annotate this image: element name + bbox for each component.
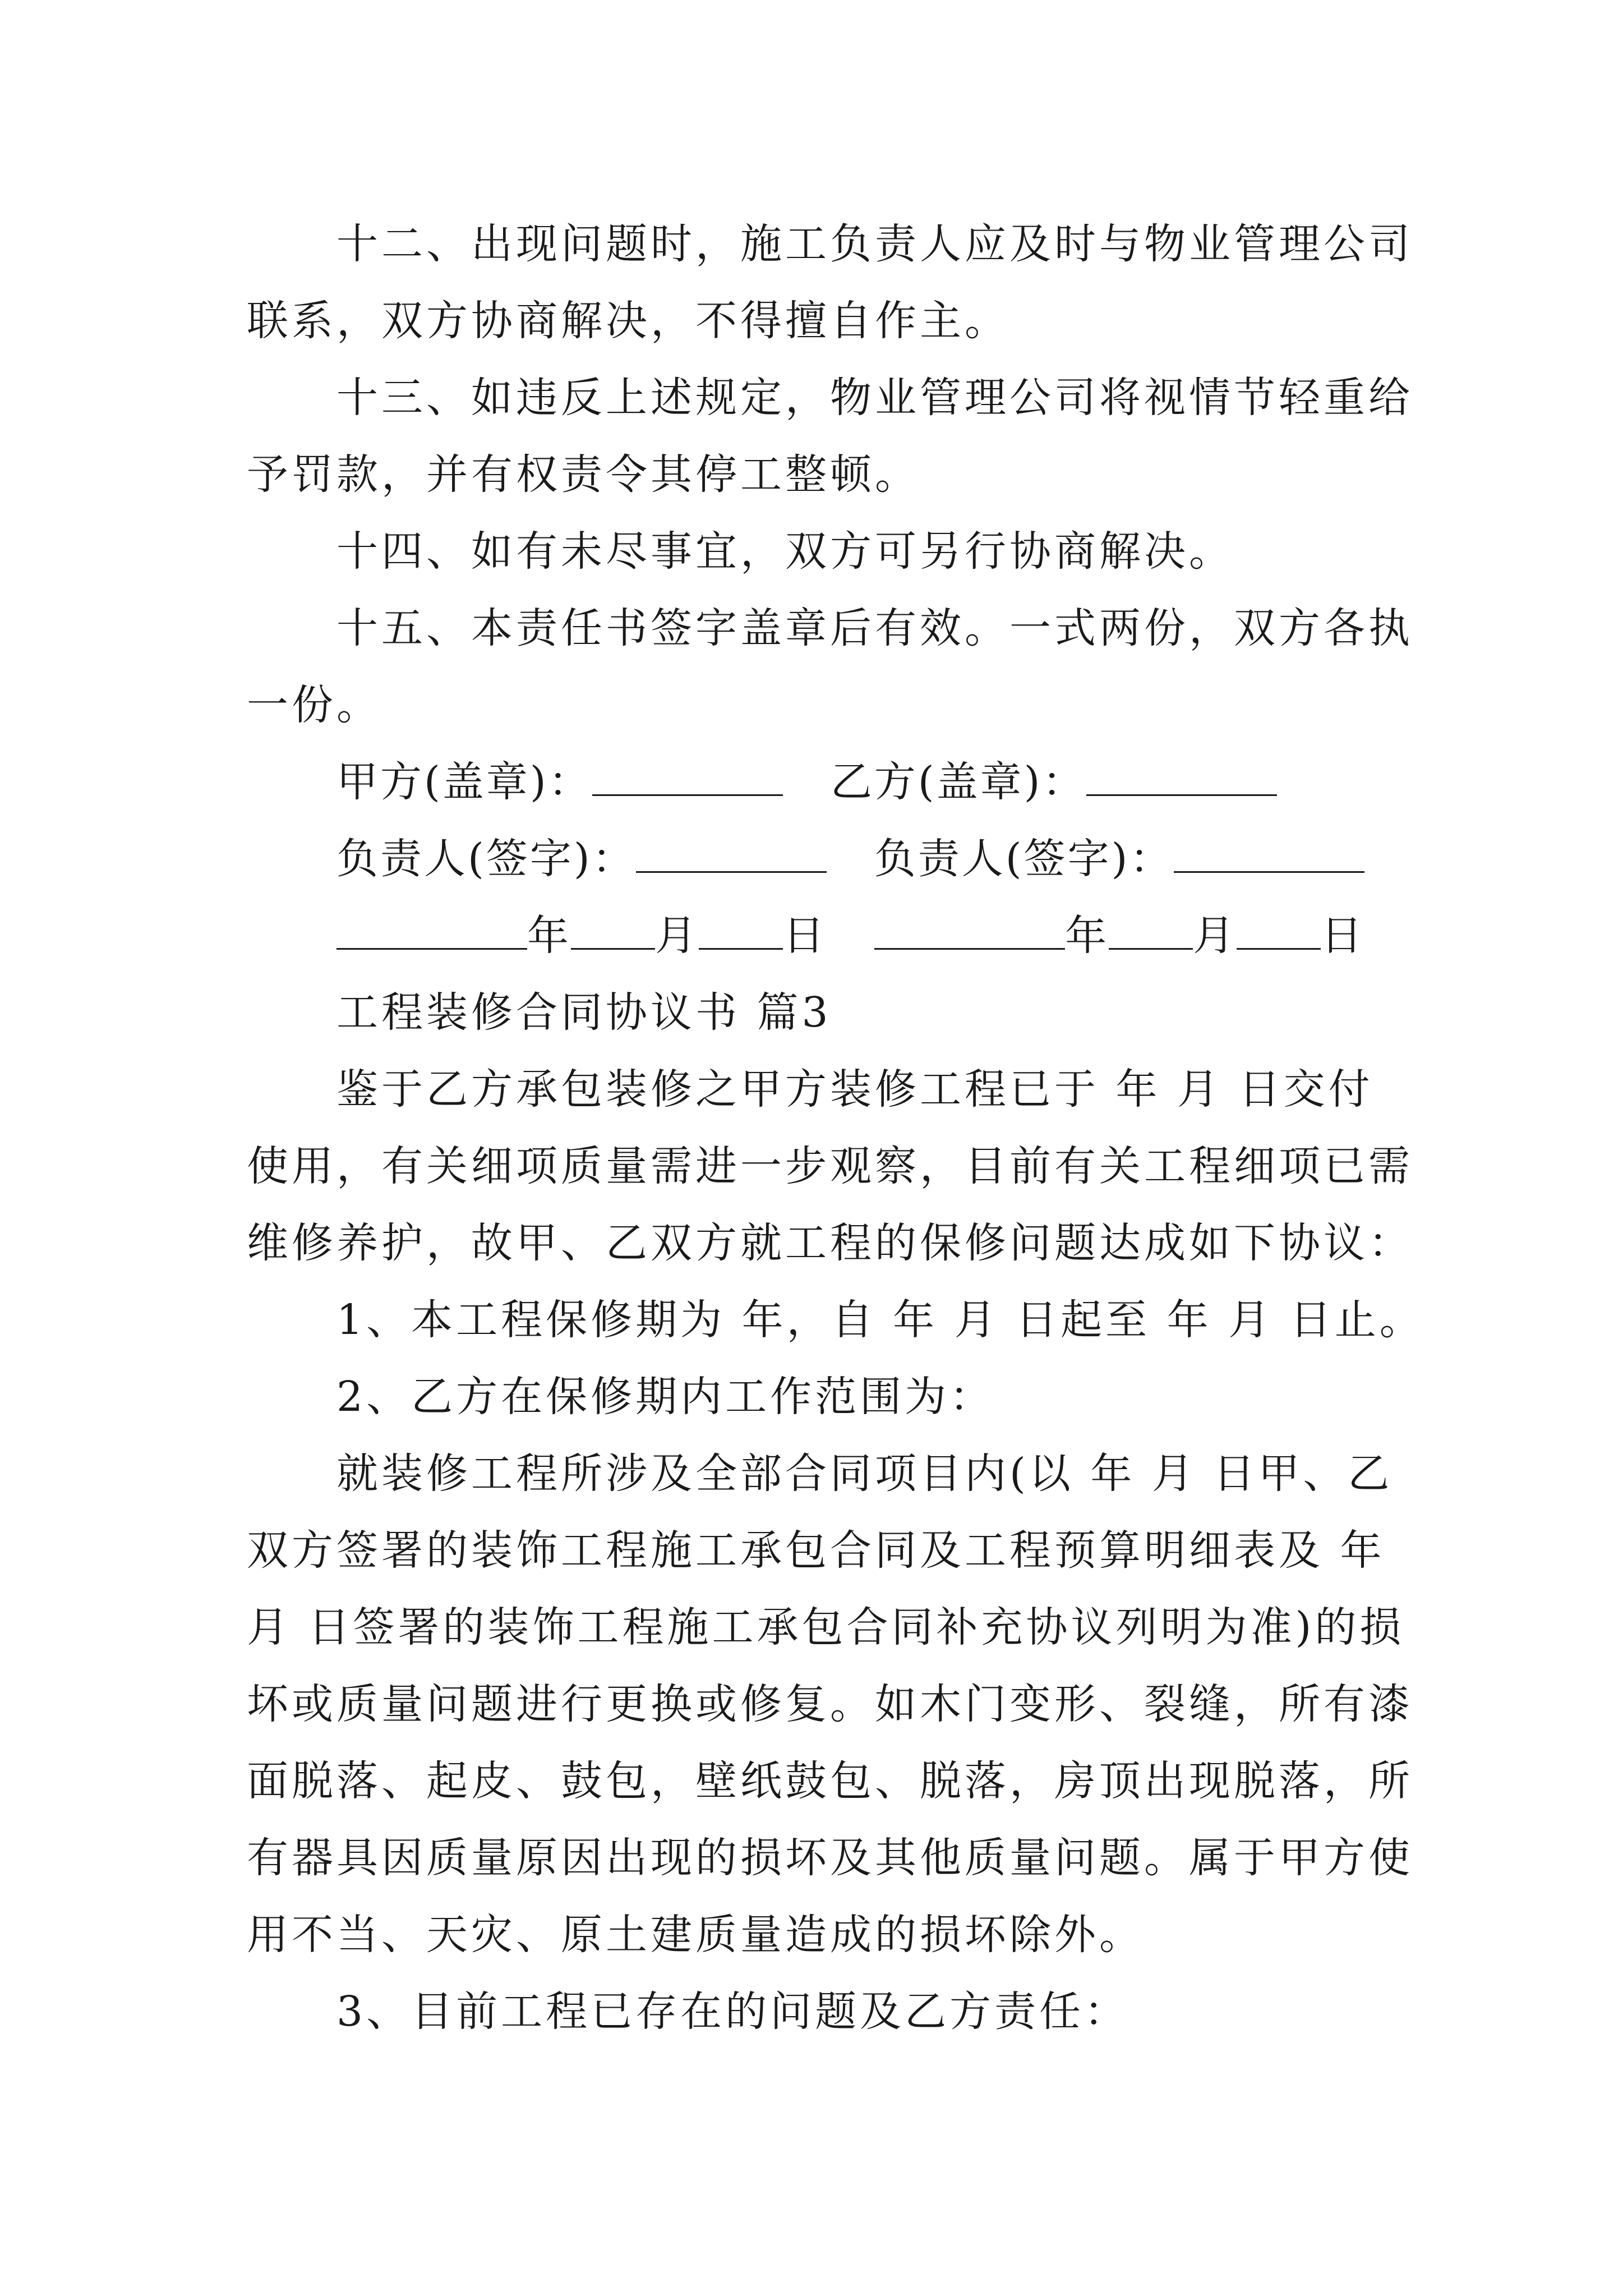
paragraph-line: 鉴于乙方承包装修之甲方装修工程已于 年 月 日交付 xyxy=(336,1065,1373,1114)
party-b-seal-label: 乙方(盖章)： xyxy=(830,758,1086,806)
day-label: 日 xyxy=(1321,912,1365,960)
person-a-sign-label: 负责人(签字)： xyxy=(336,835,636,883)
paragraph-line: 月 日签署的装饰工程施工承包合同补充协议列明为准)的损 xyxy=(247,1603,1405,1651)
paragraph-line: 联系，双方协商解决，不得擅自作主。 xyxy=(247,297,1009,345)
party-a-seal-label: 甲方(盖章)： xyxy=(336,758,592,806)
section-title: 工程装修合同协议书 篇3 xyxy=(336,988,832,1037)
person-b-sign-blank xyxy=(1174,832,1364,873)
seal-row xyxy=(336,754,1277,810)
paragraph-line: 十四、如有未尽事宜，双方可另行协商解决。 xyxy=(336,527,1234,576)
year-blank xyxy=(336,909,527,950)
year-blank xyxy=(874,909,1065,950)
year-label: 年 xyxy=(527,912,571,960)
year-label: 年 xyxy=(1065,912,1109,960)
day-label: 日 xyxy=(783,912,827,960)
paragraph-line: 3、目前工程已存在的问题及乙方责任： xyxy=(336,1987,1129,2036)
paragraph-line: 十五、本责任书签字盖章后有效。一式两份，双方各执 xyxy=(336,604,1413,652)
month-blank xyxy=(1109,909,1193,950)
paragraph-line: 十二、出现问题时，施工负责人应及时与物业管理公司 xyxy=(336,220,1413,268)
party-a-seal-blank xyxy=(592,755,783,796)
paragraph-line: 双方签署的装饰工程施工承包合同及工程预算明细表及 年 xyxy=(247,1526,1385,1575)
paragraph-line: 坏或质量问题进行更换或修复。如木门变形、裂缝，所有漆 xyxy=(247,1680,1413,1728)
date-row xyxy=(336,908,1364,964)
paragraph-line: 用不当、天灾、原土建质量造成的损坏除外。 xyxy=(247,1911,1144,1959)
signer-row xyxy=(336,831,1364,887)
person-a-sign-blank xyxy=(636,832,827,873)
day-blank xyxy=(699,909,783,950)
paragraph-line: 2、乙方在保修期内工作范围为： xyxy=(336,1373,995,1421)
month-label: 月 xyxy=(1193,912,1237,960)
paragraph-line: 一份。 xyxy=(247,681,381,729)
person-b-sign-label: 负责人(签字)： xyxy=(874,835,1174,883)
month-label: 月 xyxy=(655,912,699,960)
paragraph-line: 面脱落、起皮、鼓包，壁纸鼓包、脱落，房顶出现脱落，所 xyxy=(247,1757,1413,1805)
paragraph-line: 就装修工程所涉及全部合同项目内(以 年 月 日甲、乙 xyxy=(336,1450,1393,1498)
paragraph-line: 1、本工程保修期为 年，自 年 月 日起至 年 月 日止。 xyxy=(336,1296,1424,1344)
month-blank xyxy=(571,909,655,950)
party-b-seal-blank xyxy=(1086,755,1277,796)
paragraph-line: 使用，有关细项质量需进一步观察，目前有关工程细项已需 xyxy=(247,1142,1413,1190)
day-blank xyxy=(1237,909,1321,950)
paragraph-line: 予罚款，并有权责令其停工整顿。 xyxy=(247,450,920,499)
paragraph-line: 十三、如违反上述规定，物业管理公司将视情节轻重给 xyxy=(336,374,1413,422)
paragraph-line: 维修养护，故甲、乙双方就工程的保修问题达成如下协议： xyxy=(247,1219,1413,1267)
paragraph-line: 有器具因质量原因出现的损坏及其他质量问题。属于甲方使 xyxy=(247,1834,1413,1882)
